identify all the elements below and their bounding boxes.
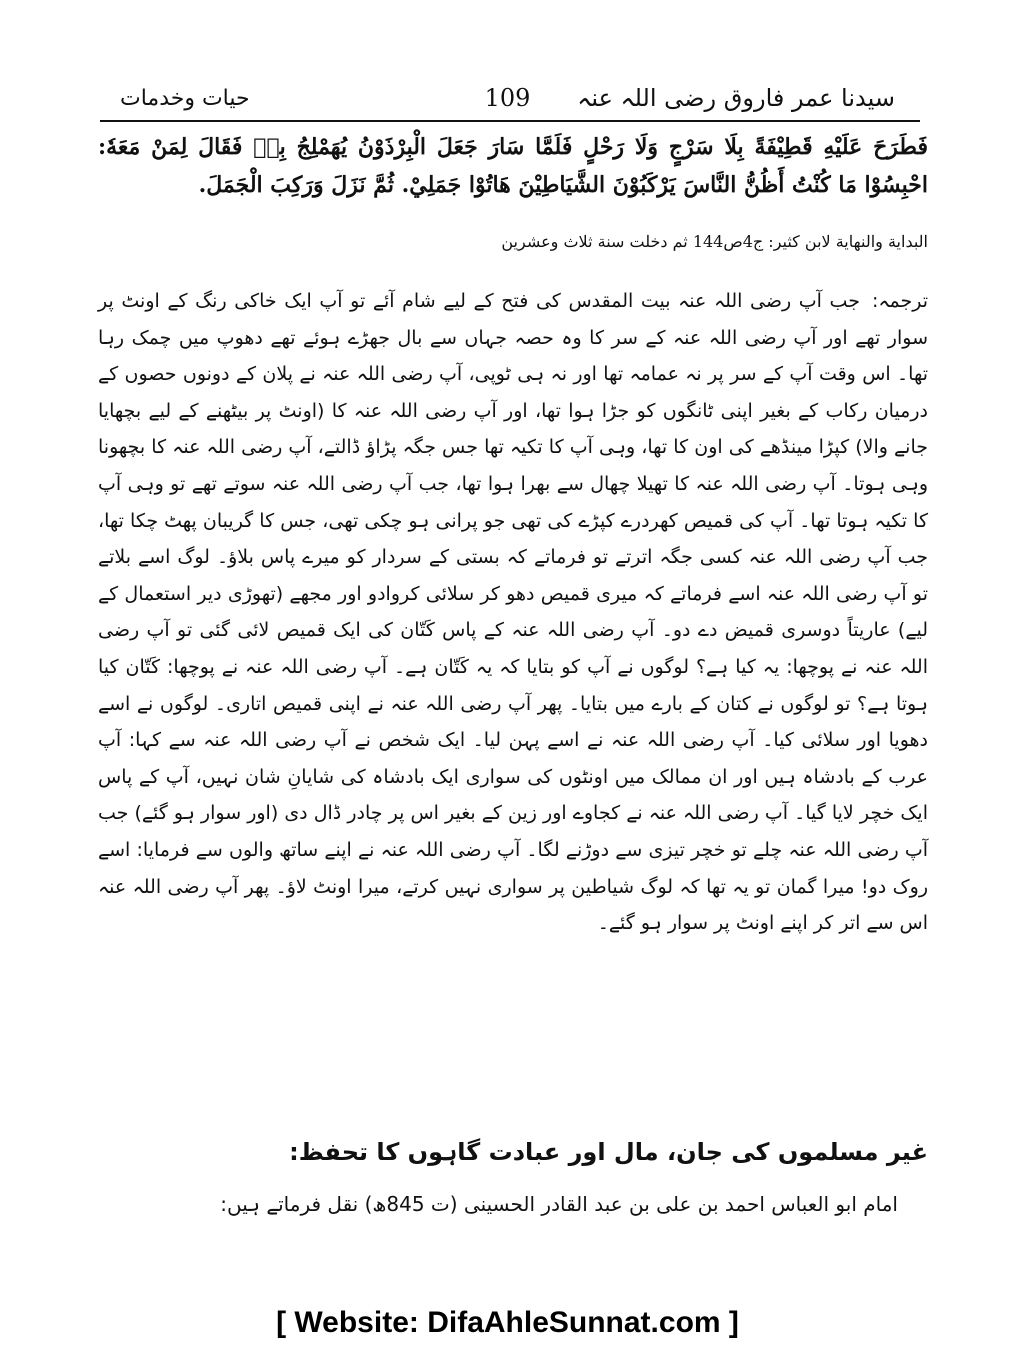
imam-citation: امام ابو العباس احمد بن علی بن عبد القادر الحسینی (ت 845ھ) نقل فرماتے ہیں:: [220, 1192, 898, 1216]
arabic-quote: فَطَرَحَ عَلَيْهِ قَطِيْفَةً بِلَا سَرْجٍ وَلَا رَحْلٍ فَلَمَّا سَارَ جَعَلَ الْبِرْذَوْنُ يُهَمْلِجُ بِهٖ فَقَالَ لِمَنْ مَعَهٗ: احْبِسُوْا مَا كُنْتُ أَظُنُّ النَّاسَ يَرْكَبُوْنَ الشَّيَاطِيْنَ هَاتُوْا جَمَلِيْ. ثُمَّ نَزَلَ وَرَكِبَ الْجَمَلَ.: [98, 134, 928, 198]
book-title: حیات وخدمات: [120, 86, 250, 111]
translation-label: ترجمہ:: [871, 290, 928, 312]
translation-text: جب آپ رضی اللہ عنہ بیت المقدس کی فتح کے لیے شام آئے تو آپ ایک خاکی رنگ کے اونٹ پر سوار تھے اور آپ رضی اللہ عنہ کے سر کا وہ حصہ جہاں سے بال جھڑے ہوئے تھے دھوپ میں چمک رہا تھا۔ اس وقت آپ کے سر پر نہ عمامہ تھا اور نہ ہی ٹوپی، آپ رضی اللہ عنہ نے پلان کے دونوں حصوں کے درمیان رکاب کے بغیر اپنی ٹانگوں کو جڑا ہوا تھا، اور آپ رضی اللہ عنہ کا (اونٹ پر بیٹھنے کے لیے بچھایا جانے والا) کپڑا مینڈھے کی اون کا تھا، وہی آپ کا تکیہ تھا جس جگہ پڑاؤ ڈالتے، آپ رضی اللہ عنہ کا بچھونا وہی ہوتا۔ آپ رضی اللہ عنہ کا تھیلا چھال سے بھرا ہوا تھا، جب آپ رضی اللہ عنہ سوتے تھے تو وہی آپ کا تکیہ ہوتا تھا۔ آپ کی قمیص کھردرے کپڑے کی تھی جو پرانی ہو چکی تھی، جس کا گریبان پھٹ چکا تھا، جب آپ رضی اللہ عنہ کسی جگہ اترتے تو فرماتے کہ بستی کے سردار کو میرے پاس بلاؤ۔ لوگ اسے بلاتے تو آپ رضی اللہ عنہ اسے فرماتے کہ میری قمیص دھو کر سلائی کروادو اور مجھے (تھوڑی دیر استعمال کے لیے) عاریتاً دوسری قمیض دے دو۔ آپ رضی اللہ عنہ کے پاس کَتّان کی ایک قمیص لائی گئی تو آپ رضی اللہ عنہ نے پوچھا: یہ کیا ہے؟ لوگوں نے آپ کو بتایا کہ یہ کَتّان ہے۔ آپ رضی اللہ عنہ نے پوچھا: کَتّان کیا ہوتا ہے؟ تو لوگوں نے کتان کے بارے میں بتایا۔ پھر آپ رضی اللہ عنہ نے اپنی قمیص اتاری۔ لوگوں نے اسے دھویا اور سلائی کیا۔ آپ رضی اللہ عنہ نے اسے پہن لیا۔ ایک شخص نے آپ رضی اللہ عنہ سے کہا: آپ عرب کے بادشاہ ہیں اور ان ممالک میں اونٹوں کی سواری ایک بادشاہ کی شایانِ شان نہیں، آپ کے پاس ایک خچر لایا گیا۔ آپ رضی اللہ عنہ نے کجاوے اور زین کے بغیر اس پر چادر ڈال دی (اور سوار ہو گئے) جب آپ رضی اللہ عنہ چلے تو خچر تیزی سے دوڑنے لگا۔ آپ رضی اللہ عنہ نے اپنے ساتھ والوں سے فرمایا: اسے روک دو! میرا گمان تو یہ تھا کہ لوگ شیاطین پر سواری نہیں کرتے، میرا اونٹ لاؤ۔ پھر آپ رضی اللہ عنہ اس سے اتر کر اپنے اونٹ پر سوار ہو گئے۔: [98, 290, 928, 935]
page-header: [90, 82, 925, 120]
chapter-title: سیدنا عمر فاروق رضی اللہ عنہ: [577, 84, 895, 112]
header-rule: [100, 120, 920, 122]
translation-paragraph: [98, 283, 928, 942]
section-heading: غیر مسلموں کی جان، مال اور عبادت گاہوں کا تحفظ:: [289, 1138, 928, 1166]
page-number: 109: [484, 84, 531, 112]
source-reference: البداية والنهاية لابن كثير: ج4ص144 ثم دخلت سنة ثلاث وعشرين: [501, 232, 928, 251]
website-footer: [ Website: DifaAhleSunnat.com ]: [276, 1306, 739, 1339]
